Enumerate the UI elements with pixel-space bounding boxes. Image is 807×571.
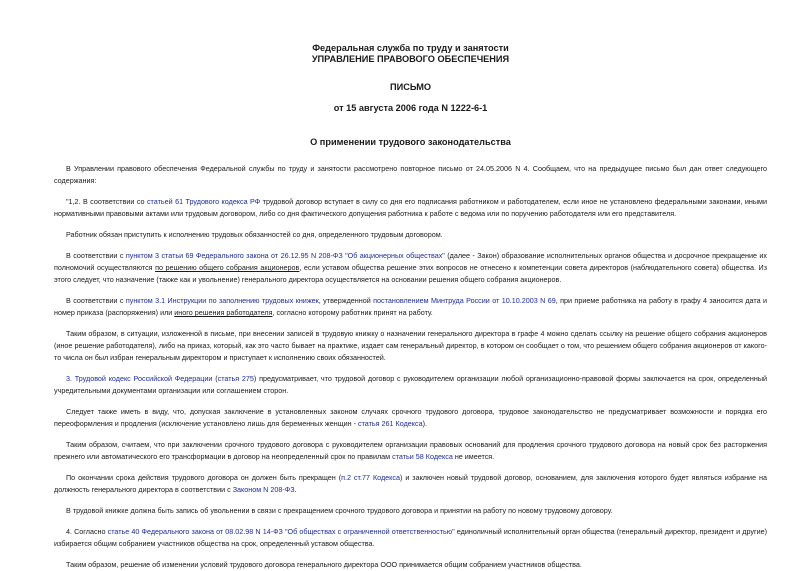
link-employer-decision[interactable]: иного решения работодателя xyxy=(174,308,273,317)
paragraph-4-llc-law xyxy=(54,526,767,550)
issuing-organization xyxy=(54,0,767,65)
paragraph-text: , при приеме работника на работу в графу 4 заносится дата и номер приказа (распоряжения) или xyxy=(54,296,767,317)
paragraph-text: ) и заключен новый трудовой договор, основанием, для заключения которого будет являться избрание на должность генерального директора в соответствии с xyxy=(54,473,767,494)
paragraph-start-work: Работник обязан приступить к исполнению трудовых обязанностей со дня, определенного трудовым договором. xyxy=(66,230,443,239)
paragraph-conclusion: Таким образом, решение об изменении условий трудового договора генерального директора ООО принимается общим собранием участников общества. xyxy=(66,560,582,569)
paragraph-text: "1,2. В соответствии со xyxy=(66,197,147,206)
link-labor-code-rf[interactable]: 3. Трудовой кодекс Российской Федерации xyxy=(66,374,213,383)
paragraph-fixed-term-contract xyxy=(54,406,767,430)
document-type: ПИСЬМО xyxy=(389,82,432,92)
paragraph-text: , утвержденной xyxy=(318,296,374,305)
paragraph-text: ). xyxy=(422,419,427,428)
paragraph-text: В соответствии с xyxy=(66,251,126,260)
document-body xyxy=(54,163,767,571)
link-article-61-labor-code[interactable]: статьей 61 Трудового кодекса РФ xyxy=(146,197,261,206)
paragraph-text: , если уставом общества решение этих вопросов не отнесено к компетенции совета директоров (наблюдательного совета) общества. Из этого следует, что назначение (также как и увольнение) генерального директора осуществляется на основании решения общего собрания акционеров. xyxy=(54,263,768,284)
paragraph-text: трудовой договор вступает в силу со дня его подписания работником и работодателем, если иное не установлено федеральными законами, иными нормативными правовыми актами или трудовым договором, либо со дня фактического допущения работника к работе с ведома или по поручению работодателя или его представителя. xyxy=(54,197,767,218)
link-article-275[interactable]: статья 275 xyxy=(217,374,254,383)
paragraph-dismissal-record: В трудовой книжке должна быть запись об увольнении в связи с прекращением срочного трудового договора и принятии на работу по новому трудовому договору. xyxy=(66,506,613,515)
link-mintrud-resolution-69[interactable]: постановлением Минтруда России от 10.10.2003 N 69 xyxy=(373,296,556,305)
paragraph-text: не имеется. xyxy=(452,452,495,461)
paragraph-no-extension xyxy=(54,439,767,463)
link-article-40-law-14fz[interactable]: статье 40 Федерального закона от 08.02.98 N 14-ФЗ "Об обществах с ограниченной ответственностью" xyxy=(107,527,455,536)
link-shareholders-meeting-decision[interactable]: по решению общего собрания акционеров xyxy=(155,263,300,272)
department-name: УПРАВЛЕНИЕ ПРАВОВОГО ОБЕСПЕЧЕНИЯ xyxy=(311,54,510,64)
paragraph-text: единоличный исполнительный орган общества (генеральный директор, президент и другие) избирается общим собранием участников общества на срок, определенный уставом общества. xyxy=(54,527,767,548)
paragraph-work-book-entry: Таким образом, в ситуации, изложенной в письме, при внесении записей в трудовую книжку о назначении генерального директора в графе 4 можно сделать ссылку на решение общего собрания акционеров (иное решение работодателя), либо на приказ, который, как это часто бывает на практике, издает сам генеральный директор, в котором он сообщает о том, что решением общего собрания акционеров от какого-то числа он был избран генеральным директором и приступает к исполнению своих обязанностей. xyxy=(54,329,767,362)
paragraph-text: Таким образом, считаем, что при заключении срочного трудового договора с руководителем организации правовых оснований для продления срочного трудового договора на новый срок без расторжения прежнего или автоматического его трансформации в договор на неопределенный срок по правилам xyxy=(54,440,767,461)
paragraph-intro: В Управлении правового обеспечения Федеральной службы по труду и занятости рассмотрено повторное письмо от 24.05.2006 N 4. Сообщаем, что на предыдущее письмо был дан ответ следующего содержания: xyxy=(54,164,767,185)
link-law-208fz[interactable]: Законом N 208-ФЗ xyxy=(232,485,295,494)
paragraph-3-labor-code xyxy=(54,373,767,397)
paragraph-contract-termination xyxy=(54,472,767,496)
paragraph-text: По окончании срока действия трудового договора он должен быть прекращен ( xyxy=(66,473,342,482)
paragraph-text: 4. Согласно xyxy=(66,527,108,536)
link-article-261[interactable]: статья 261 Кодекса xyxy=(357,419,423,428)
document-date-number: от 15 августа 2006 года N 1222-6-1 xyxy=(333,103,488,113)
link-article-58[interactable]: статьи 58 Кодекса xyxy=(392,452,453,461)
link-article-77-item-2[interactable]: п.2 ст.77 Кодекса xyxy=(341,473,400,482)
link-article-69-law-208fz[interactable]: пунктом 3 статьи 69 Федерального закона от 26.12.95 N 208-ФЗ "Об акционерных обществах" xyxy=(125,251,445,260)
paragraph-text: ( xyxy=(212,374,218,383)
paragraph-text: , согласно которому работник принят на работу. xyxy=(272,308,433,317)
paragraph-text: . xyxy=(294,485,297,494)
paragraph-executive-bodies xyxy=(54,250,767,286)
paragraph-text: В соответствии с xyxy=(66,296,126,305)
paragraph-text: Следует также иметь в виду, что, допуская заключение в установленных законом случаях срочного трудового договора, трудовое законодательство не предусматривает возможности и порядка его переоформления и продления (исключение установлено лишь для беременных женщин - xyxy=(54,407,767,428)
document-subject: О применении трудового законодательства xyxy=(310,137,511,147)
organization-name: Федеральная служба по труду и занятости xyxy=(312,43,509,53)
paragraph-1-2 xyxy=(54,196,767,220)
paragraph-text: (далее - Закон) образование исполнительных органов общества и досрочное прекращение их полномочий осуществляются xyxy=(54,251,768,272)
paragraph-work-book-instruction xyxy=(54,295,767,319)
link-instruction-item-3-1[interactable]: пунктом 3.1 Инструкции по заполнению трудовых книжек xyxy=(125,296,319,305)
paragraph-text: ) предусматривает, что трудовой договор с руководителем организации любой организационно-правовой формы заключается на срок, определенный учредительными документами организации или соглашением сторон. xyxy=(54,374,767,395)
